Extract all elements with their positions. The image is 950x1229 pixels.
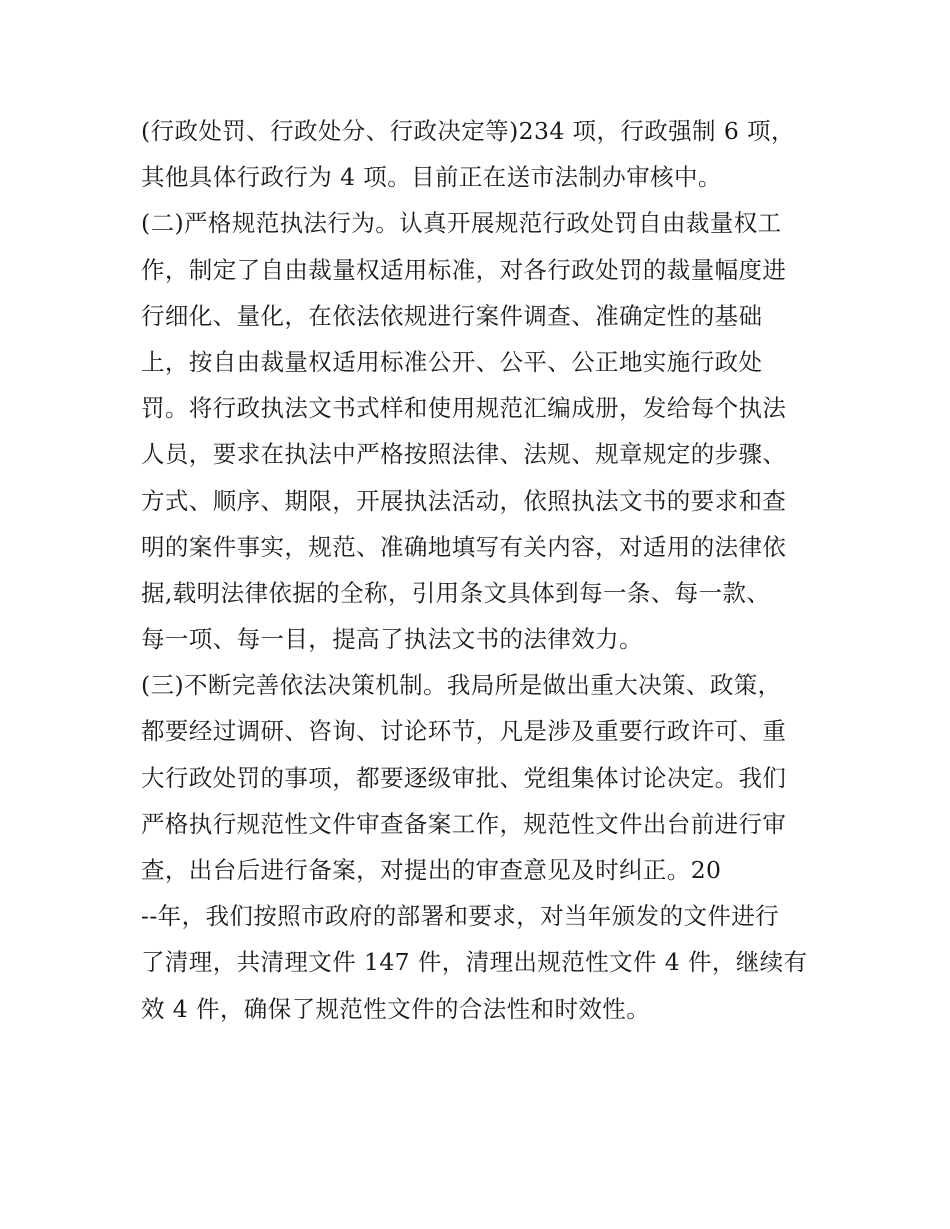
text-line: 作，制定了自由裁量权适用标准，对各行政处罚的裁量幅度进 (141, 255, 787, 284)
text-line: 人员，要求在执法中严格按照法律、法规、规章规定的步骤、 (141, 440, 787, 469)
text-line: 行细化、量化，在依法依规进行案件调查、准确定性的基础 (141, 301, 763, 330)
text-line: (二)严格规范执法行为。认真开展规范行政处罚自由裁量权工 (141, 209, 782, 238)
text-line: --年，我们按照市政府的部署和要求，对当年颁发的文件进行 (141, 902, 780, 931)
body-text (141, 108, 821, 1032)
text-line: 每一项、每一目，提高了执法文书的法律效力。 (141, 625, 643, 654)
text-line: 据,载明法律依据的全称，引用条文具体到每一条、每一款、 (141, 578, 771, 607)
text-line: 了清理，共清理文件 147 件，清理出规范性文件 4 件，继续有 (141, 948, 808, 977)
text-line: 明的案件事实，规范、准确地填写有关内容，对适用的法律依 (141, 532, 787, 561)
text-line: 罚。将行政执法文书式样和使用规范汇编成册，发给每个执法 (141, 394, 787, 423)
text-line: 都要经过调研、咨询、讨论环节，凡是涉及重要行政许可、重 (141, 717, 787, 746)
text-line: (三)不断完善依法决策机制。我局所是做出重大决策、政策， (141, 671, 782, 700)
text-line: 严格执行规范性文件审查备案工作，规范性文件出台前进行审 (141, 809, 787, 838)
text-line: 大行政处罚的事项，都要逐级审批、党组集体讨论决定。我们 (141, 763, 787, 792)
text-line: 效 4 件，确保了规范性文件的合法性和时效性。 (141, 994, 651, 1023)
text-line: (行政处罚、行政处分、行政决定等)234 项，行政强制 6 项， (141, 117, 795, 145)
text-line: 其他具体行政行为 4 项。目前正在送市法制办审核中。 (141, 163, 722, 192)
text-line: 上，按自由裁量权适用标准公开、公平、公正地实施行政处 (141, 347, 763, 376)
text-line: 方式、顺序、期限，开展执法活动，依照执法文书的要求和查 (141, 486, 787, 515)
text-line: 查，出台后进行备案，对提出的审查意见及时纠正。20 (141, 856, 722, 884)
